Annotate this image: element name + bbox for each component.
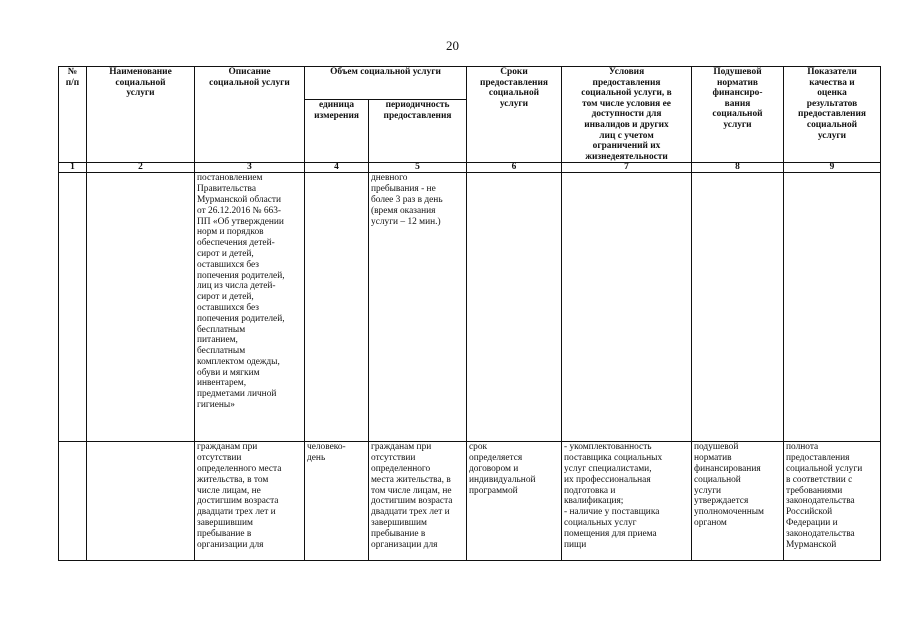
cell-frequency: гражданам при отсутствии определенного места жительства, в том числе лицам, не достигшим возраста двадцати трех лет и завершившим пребывание в организации для [369,442,467,561]
cell-financing-norm: подушевой норматив финансирования социальной услуги утверждается уполномоченным органом [692,442,784,561]
cell-number [59,442,87,561]
cell-service-name [87,173,195,442]
cell-unit-of-measure [305,173,369,442]
column-number: 7 [562,163,692,173]
column-numbers-row [59,163,881,173]
header-service-name: Наименование социальной услуги [87,67,195,163]
header-financing-norm: Подушевой норматив финансиро- вания социальной услуги [692,67,784,163]
header-service-volume: Объем социальной услуги [305,67,467,100]
cell-service-description: гражданам при отсутствии определенного места жительства, в том числе лицам, не достигшим возраста двадцати трех лет и завершившим пребывание в организации для [195,442,305,561]
header-number: № п/п [59,67,87,163]
column-number: 5 [369,163,467,173]
cell-service-name [87,442,195,561]
column-number: 2 [87,163,195,173]
cell-quality-indicators: полнота предоставления социальной услуги в соответствии с требованиями законодательства Российской Федерации и законодательства Мурманской [784,442,881,561]
header-unit-of-measure: единица измерения [305,100,369,163]
table-row [59,173,881,442]
cell-service-conditions: - укомплектованность поставщика социальных услуг специалистами, их профессиональная подготовка и квалификация; - наличие у поставщика социальных услуг помещения для приема пищи [562,442,692,561]
table-row [59,442,881,561]
column-number: 6 [467,163,562,173]
column-number: 3 [195,163,305,173]
header-service-description: Описание социальной услуги [195,67,305,163]
column-number: 4 [305,163,369,173]
header-service-conditions: Условия предоставления социальной услуги, в том числе условия ее доступности для инвалидов и других лиц с учетом ограничений их жизнедеятельности [562,67,692,163]
cell-service-conditions [562,173,692,442]
column-number: 8 [692,163,784,173]
header-quality-indicators: Показатели качества и оценка результатов предоставления социальной услуги [784,67,881,163]
column-number: 1 [59,163,87,173]
header-frequency: периодичность предоставления [369,100,467,163]
header-service-terms: Сроки предоставления социальной услуги [467,67,562,163]
cell-frequency: дневного пребывания - не более 3 раз в день (время оказания услуги – 12 мин.) [369,173,467,442]
cell-service-terms: срок определяется договором и индивидуальной программой [467,442,562,561]
column-number: 9 [784,163,881,173]
header-row-top [59,67,881,100]
cell-unit-of-measure: человеко- день [305,442,369,561]
cell-service-description: постановлением Правительства Мурманской области от 26.12.2016 № 663- ПП «Об утверждении норм и порядков обеспечения детей- сирот и детей, оставшихся без попечения родителей, лиц из числа детей- сирот и детей, оставшихся без попечения родителей, бесплатным питанием, бесплатным комплектом одежды, обуви и мягким инвентарем, предметами личной гигиены» [195,173,305,442]
social-services-table [58,66,881,561]
cell-financing-norm [692,173,784,442]
cell-service-terms [467,173,562,442]
cell-number [59,173,87,442]
page-number: 20 [446,38,459,53]
cell-quality-indicators [784,173,881,442]
